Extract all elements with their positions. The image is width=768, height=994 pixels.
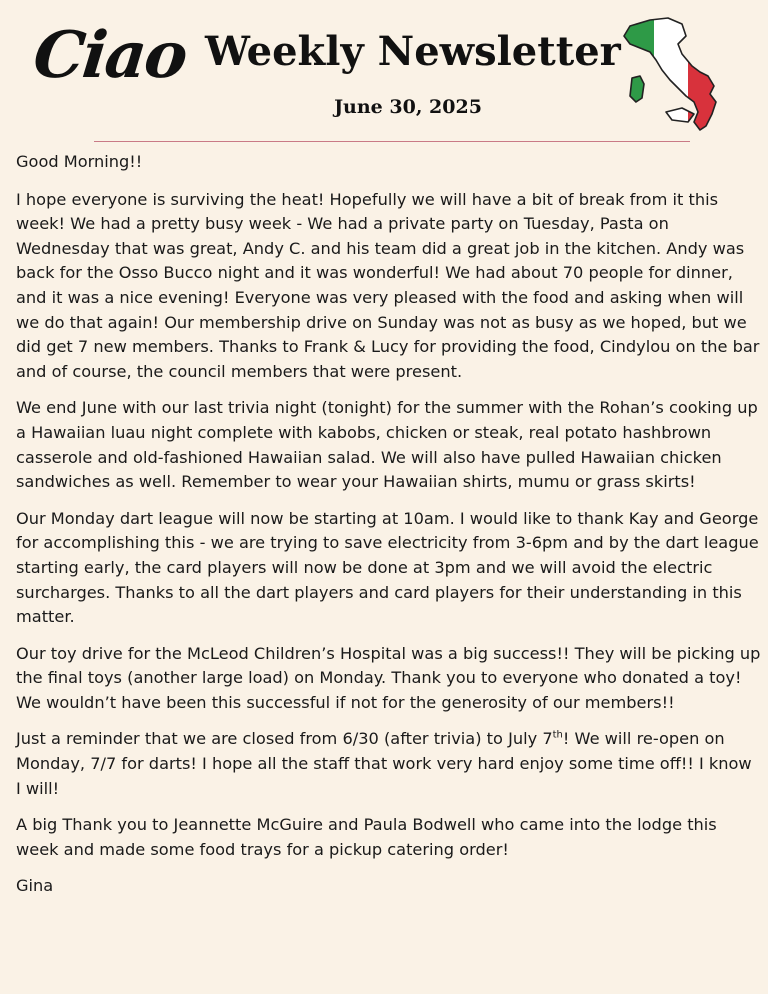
- paragraph-trivia-night: We end June with our last trivia night (tonight) for the summer with the Rohan’s cooking up a Hawaiian luau night complete with kabobs, chicken or steak, real potato hashbrown casserole and old-fashioned Hawaiian salad. We will also have pulled Hawaiian chicken sandwiches as well. Remember to wear your Hawaiian shirts, mumu or grass skirts!: [16, 398, 758, 492]
- reminder-superscript: th: [552, 730, 563, 742]
- paragraph-dart-league: Our Monday dart league will now be starting at 10am. I would like to thank Kay and George for accomplishing this - we are trying to save electricity from 3-6pm and by the dart league starting early, the card players will now be done at 3pm and we will avoid the electric surcharges. Thanks to all the dart players and card players for their understanding in this matter.: [16, 508, 759, 627]
- paragraph-week-recap: I hope everyone is surviving the heat! Hopefully we will have a bit of break from it this week! We had a pretty busy week - We had a private party on Tuesday, Pasta on Wednesday that was great, Andy C. and his team did a great job in the kitchen. Andy was back for the Osso Bucco night and it was wonderful! We had about 70 people for dinner, and it was a nice evening! Everyone was very pleased with the food and asking when will we do that again! Our membership drive on Sunday was not as busy as we hoped, but we did get 7 new members. Thanks to Frank & Lucy for providing the food, Cindylou on the bar and of course, the council members that were present.: [16, 189, 760, 381]
- paragraph-closure-reminder: [16, 727, 761, 801]
- reminder-text-start: Just a reminder that we are closed from 6/30 (after trivia) to July 7: [16, 729, 553, 749]
- newsletter-body: [16, 150, 761, 899]
- paragraph-toy-drive: Our toy drive for the McLeod Children’s Hospital was a big success!! They will be picking up the final toys (another large load) on Monday. Thank you to everyone who donated a toy! We wouldn’t have been this successful if not for the generosity of our members!!: [16, 643, 761, 712]
- header-divider: [94, 141, 690, 142]
- reminder-text-end: ! We will re-open on Monday, 7/7 for darts! I hope all the staff that work very hard enjoy some time off!! I know I will!: [16, 729, 752, 798]
- newsletter-header: [0, 0, 768, 142]
- ciao-logo: Ciao: [30, 18, 190, 93]
- newsletter-date: June 30, 2025: [334, 96, 482, 118]
- newsletter-title: Weekly Newsletter: [205, 28, 621, 75]
- italy-flag-map-icon: [620, 14, 724, 132]
- greeting: Good Morning!!: [16, 152, 143, 171]
- paragraph-thanks: A big Thank you to Jeannette McGuire and Paula Bodwell who came into the lodge this week and made some food trays for a pickup catering order!: [16, 815, 717, 859]
- signature: Gina: [16, 876, 54, 896]
